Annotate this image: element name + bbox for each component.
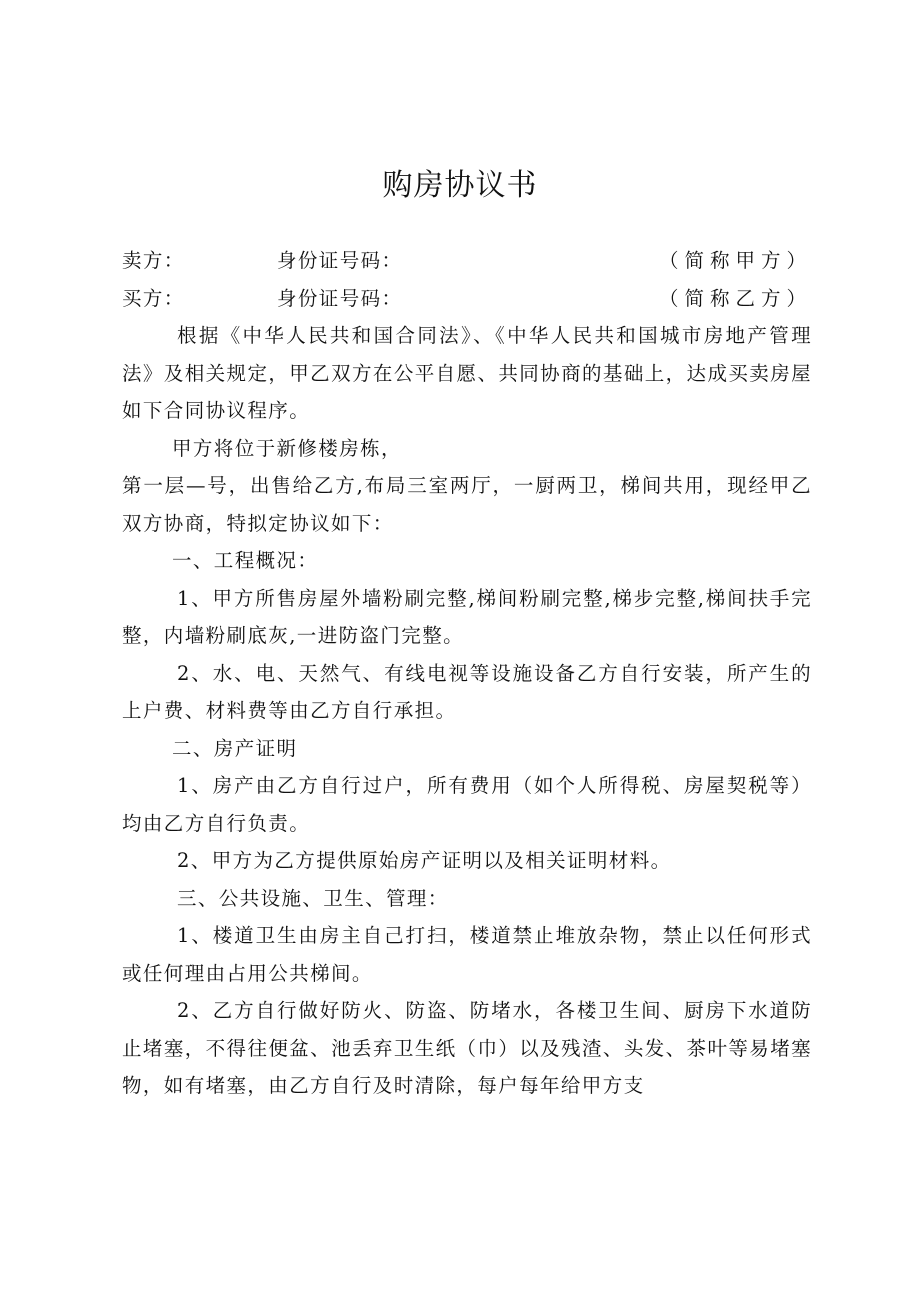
document-title: 购房协议书 [382, 168, 538, 203]
section-2-heading: 二、房产证明 [172, 736, 298, 760]
location-paragraph: 甲方将位于新修楼房栋， [172, 436, 402, 460]
section-2-item-2: 2、甲方为乙方提供原始房产证明以及相关证明材料。 [177, 849, 672, 872]
section-1-item-2: 2、水、电、天然气、有线电视等设施设备乙方自行安装，所产生的上户费、材料费等由乙方自行承担。 [122, 661, 812, 722]
section-3-item-1: 1、楼道卫生由房主自己打扫，楼道禁止堆放杂物，禁止以任何形式或任何理由占用公共梯间。 [122, 924, 812, 985]
seller-label: 卖方： [122, 249, 185, 272]
seller-abbr: （简称甲方） [658, 249, 812, 272]
buyer-id-label: 身份证号码： [277, 286, 403, 310]
section-1-item-1: 1、甲方所售房屋外墙粉刷完整,梯间粉刷完整,梯步完整,梯间扶手完整，内墙粉刷底灰,一进防盗门完整。 [122, 586, 812, 647]
seller-id-label: 身份证号码： [277, 249, 403, 272]
section-3-item-2: 2、乙方自行做好防火、防盗、防堵水，各楼卫生间、厨房下水道防止堵塞，不得往便盆、池丢弃卫生纸（巾）以及残渣、头发、茶叶等易堵塞物，如有堵塞，由乙方自行及时清除，每户每年给甲方支 [122, 999, 812, 1097]
buyer-abbr: （简称乙方） [658, 286, 812, 310]
document-body [122, 242, 812, 1105]
seller-row [122, 242, 812, 280]
section-2-item-1: 1、房产由乙方自行过户，所有费用（如个人所得税、房屋契税等）均由乙方自行负责。 [122, 774, 812, 835]
layout-paragraph: 第一层—号，出售给乙方,布局三室两厅，一厨两卫，梯间共用，现经甲乙双方协商，特拟定协议如下： [122, 474, 812, 535]
buyer-label: 买方： [122, 286, 185, 310]
intro-paragraph: 根据《中华人民共和国合同法》、《中华人民共和国城市房地产管理法》及相关规定，甲乙双方在公平自愿、共同协商的基础上，达成买卖房屋如下合同协议程序。 [122, 324, 812, 422]
section-3-heading: 三、公共设施、卫生、管理： [177, 886, 449, 910]
section-1-heading: 一、工程概况： [172, 549, 319, 572]
buyer-row [122, 280, 812, 318]
